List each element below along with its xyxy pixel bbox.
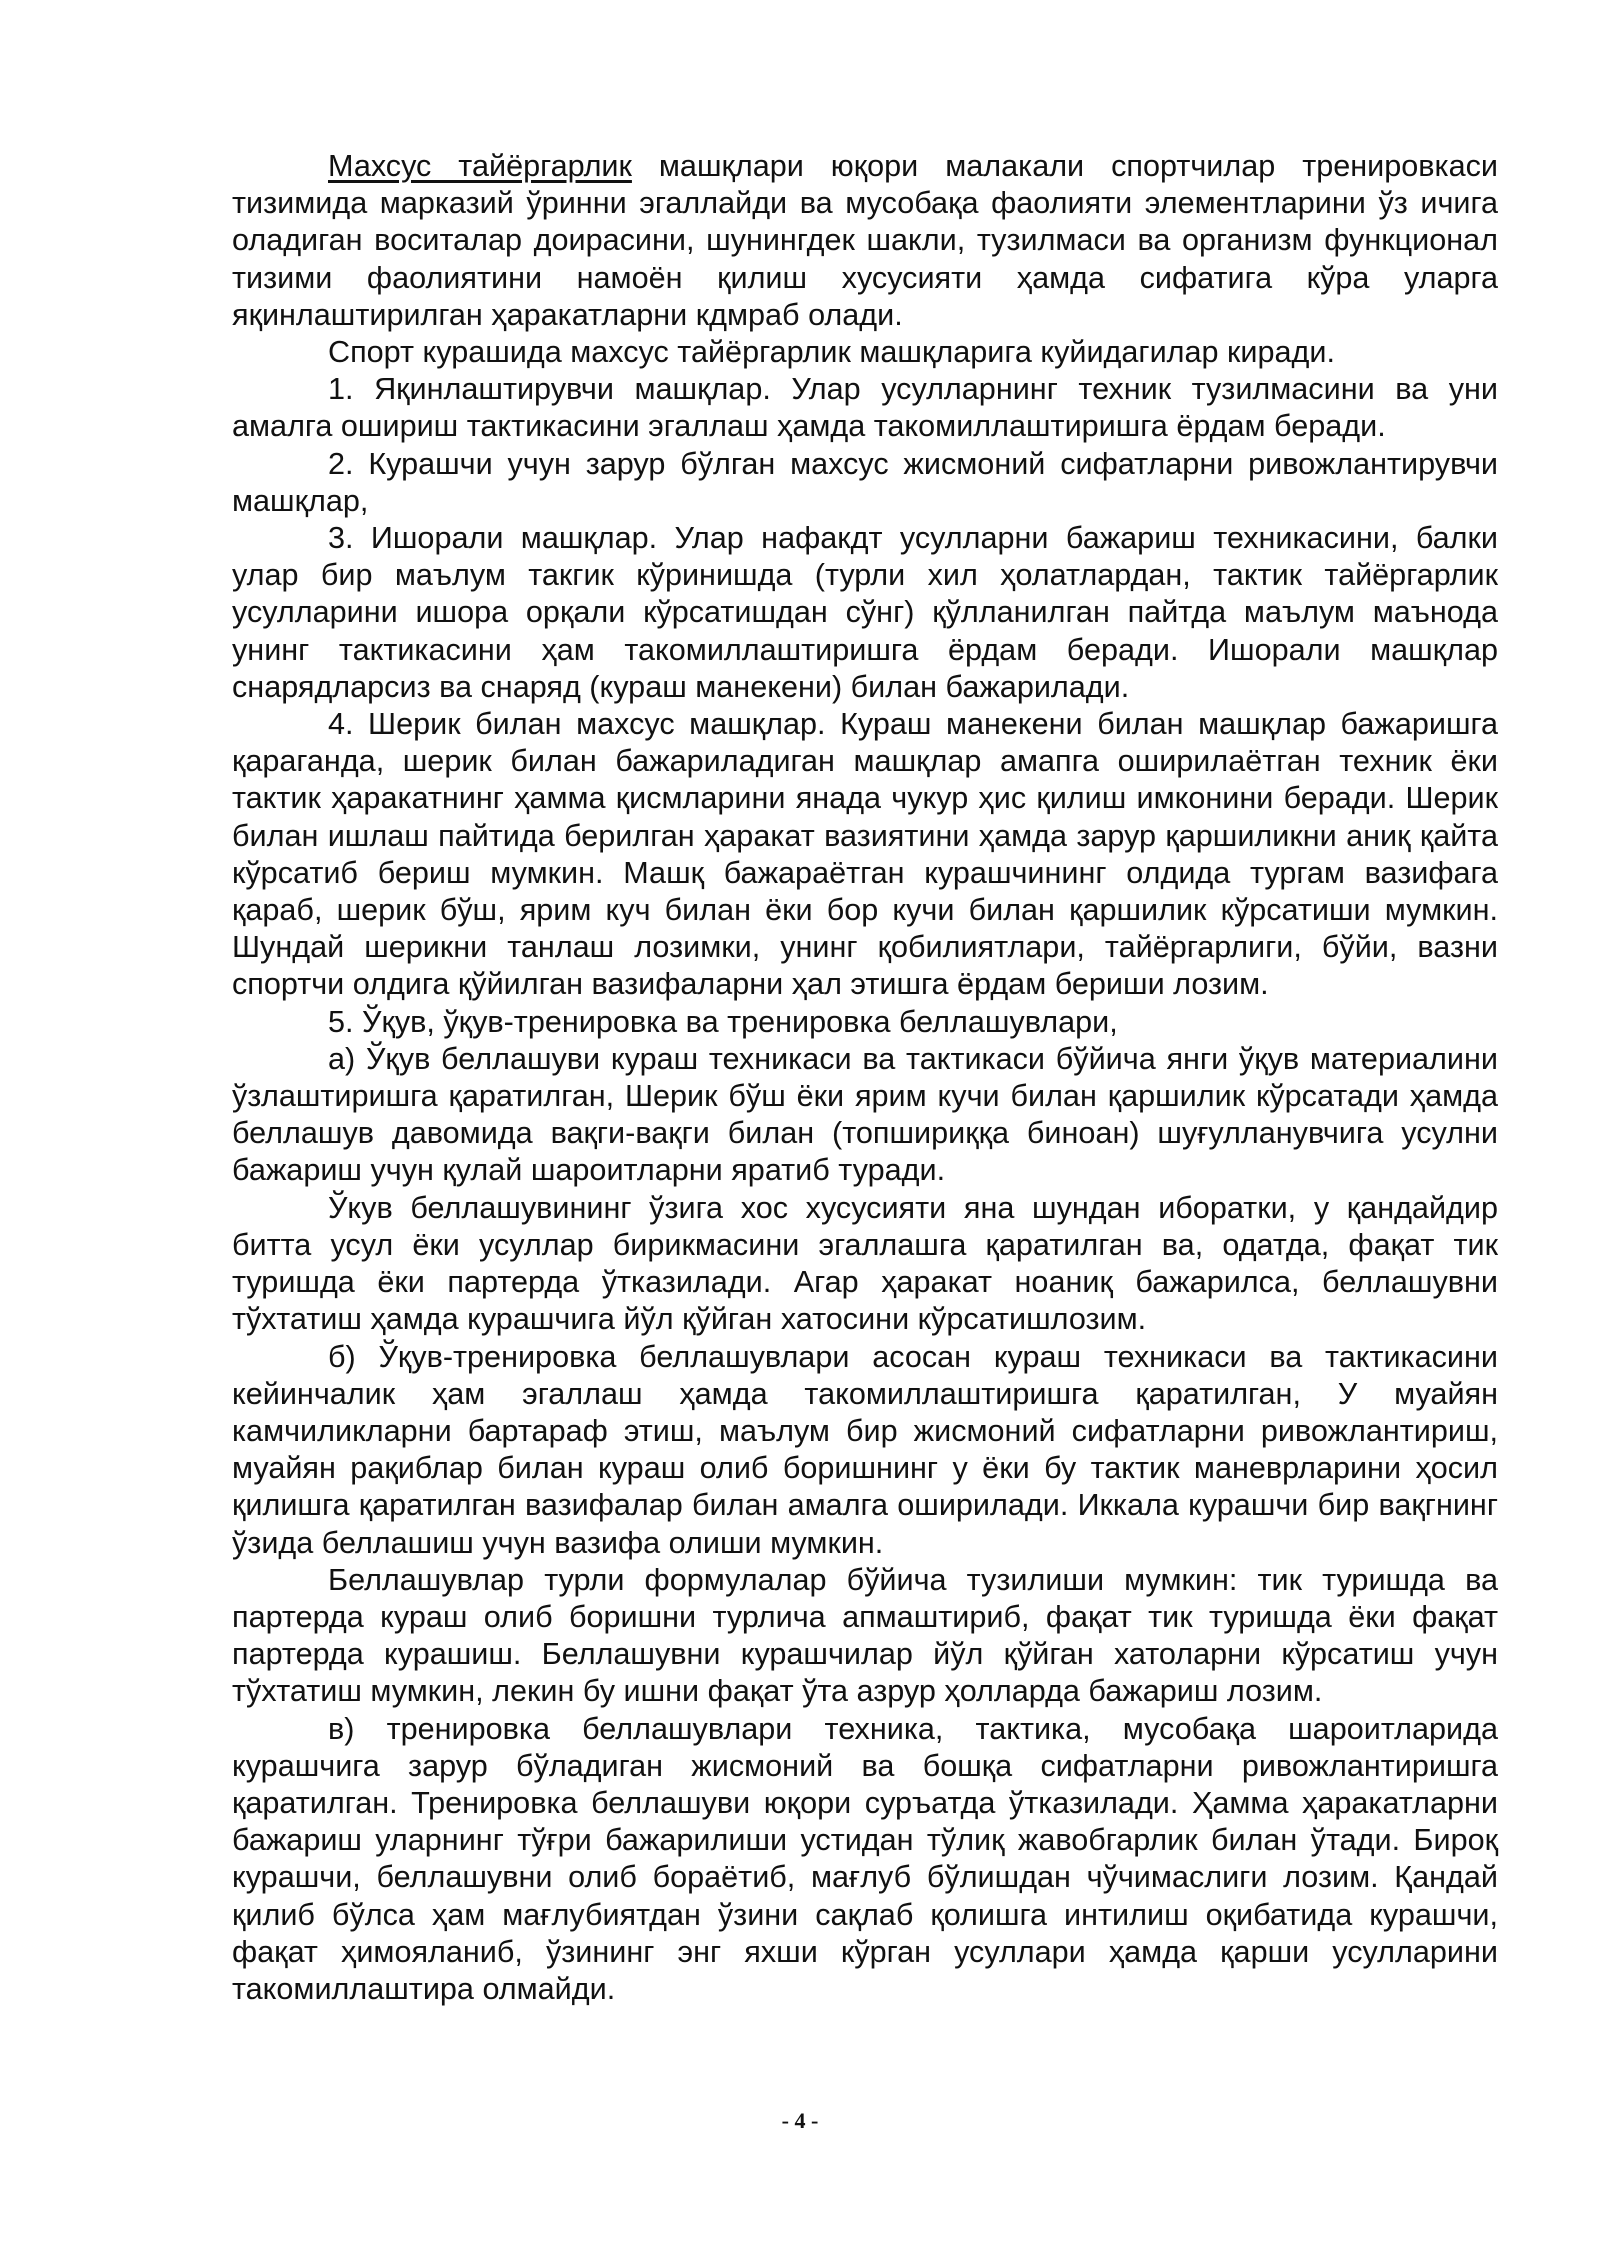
paragraph: 4. Шерик билан махсус машқлар. Кураш манекени билан машқлар бажаришга қараганда, шерик билан бажариладиган машқлар амапга оширилаётган техник ёки тактик ҳаракатнинг ҳамма қисмларини янада чукур ҳис қилиш имконини беради. Шерик билан ишлаш пайтида берилган ҳаракат вазиятини ҳамда зарур қаршиликни аниқ қайта кўрсатиб бериш мумкин. Машқ бажараётган курашчининг олдида тургам вазифага қараб, шерик бўш, ярим куч билан ёки бор кучи билан қаршилик кўрсатиши мумкин. Шундай шерикни танлаш лозимки, унинг қобилиятлари, тайёргарлиги, бўйи, вазни спортчи олдига қўйилган вазифаларни ҳал этишга ёрдам бериши лозим.	[232, 707, 1498, 1002]
paragraph	[232, 148, 1498, 334]
document-body	[232, 148, 1498, 2008]
paragraph: Беллашувлар турли формулалар бўйича тузилиши мумкин: тик туришда ва партерда кураш олиб боришни турлича апмаштириб, фақат тик туришда ёки фақат партерда курашиш. Беллашувни курашчилар йўл қўйган хатоларни кўрсатиш учун тўхтатиш мумкин, лекин бу ишни фақат ўта азрур ҳолларда бажариш лозим.	[232, 1562, 1498, 1709]
page-number: - 4 -	[781, 2108, 819, 2133]
paragraph: а) Ўқув беллашуви кураш техникаси ва тактикаси бўйича янги ўқув материалини ўзлаштиришга қаратилган, Шерик бўш ёки ярим кучи билан қаршилик кўрсатади ҳамда беллашув давомида вақги-вақги билан (топшириққа биноан) шуғулланувчига усулни бажариш учун қулай шароитларни яратиб туради.	[232, 1041, 1498, 1188]
paragraph: Ўкув беллашувининг ўзига хос хусусияти яна шундан иборатки, у қандайдир битта усул ёки усуллар бирикмасини эгаллашга қаратилган ва, одатда, фақат тик туришда ёки партерда ўтказилади. Агар ҳаракат ноаниқ бажарилса, беллашувни тўхтатиш ҳамда курашчига йўл қўйган хатосини кўрсатишлозим.	[232, 1190, 1498, 1337]
paragraph: 2. Курашчи учун зарур бўлган махсус жисмоний сифатларни ривожлантирувчи машқлар,	[232, 446, 1498, 518]
paragraph: 1. Яқинлаштирувчи машқлар. Улар усулларнинг техник тузилмасини ва уни амалга ошириш тактикасини эгаллаш ҳамда такомиллаштиришга ёрдам беради.	[232, 372, 1498, 444]
paragraph: Спорт курашида махсус тайёргарлик машқларига куйидагилар киради.	[328, 335, 1335, 370]
paragraph: б) Ўқув-тренировка беллашувлари асосан кураш техникаси ва тактикасини кейинчалик ҳам эгаллаш ҳамда такомиллаштиришга қаратилган, У муайян камчиликларни бартараф этиш, маълум бир жисмоний сифатларни ривожлантириш, муайян рақиблар билан кураш олиб боришнинг у ёки бу тактик маневрларини ҳосил қилишга қаратилган вазифалар билан амалга оширилади. Иккала курашчи бир вақгнинг ўзида беллашиш учун вазифа олиши мумкин.	[232, 1339, 1498, 1560]
paragraph: 3. Ишорали машқлар. Улар нафакдт усулларни бажариш техникасини, балки улар бир маълум такгик кўринишда (турли хил ҳолатлардан, тактик тайёргарлик усулларини ишора орқали кўрсатишдан сўнг) қўлланилган пайтда маълум маънода унинг тактикасини ҳам такомиллаштиришга ёрдам беради. Ишорали машқлар снарядларсиз ва снаряд (кураш манекени) билан бажарилади.	[232, 521, 1498, 704]
paragraph: в) тренировка беллашувлари техника, тактика, мусобақа шароитларида курашчига зарур бўладиган жисмоний ва бошқа сифатларни ривожлантиришга қаратилган. Тренировка беллашуви юқори суръатда ўтказилади. Ҳамма ҳаракатларни бажариш уларнинг тўғри бажарилиши устидан тўлиқ жавобгарлик билан ўтади. Бироқ курашчи, беллашувни олиб бораётиб, мағлуб бўлишдан чўчимаслиги лозим. Қандай қилиб бўлса ҳам мағлубиятдан ўзини сақлаб қолишга интилиш оқибатида курашчи, фақат ҳимояланиб, ўзининг энг яхши кўрган усуллари ҳамда қарши усулларини такомиллаштира олмайди.	[232, 1711, 1498, 2006]
paragraph: 5. Ўқув, ўқув-тренировка ва тренировка беллашувлари,	[328, 1004, 1118, 1039]
underlined-term: Махсус тайёргарлик	[328, 149, 632, 183]
paragraph-text: машқлари юқори малакали спортчилар тренировкаси тизимида марказий ўринни эгаллайди ва мусобақа фаолияти элементларини ўз ичига оладиган воситалар доирасини, шунингдек шакли, тузилмаси ва организм функционал тизими фаолиятини намоён қилиш хусусияти ҳамда сифатига кўра уларга яқинлаштирилган ҳаракатларни кдмраб олади.	[232, 149, 1498, 332]
